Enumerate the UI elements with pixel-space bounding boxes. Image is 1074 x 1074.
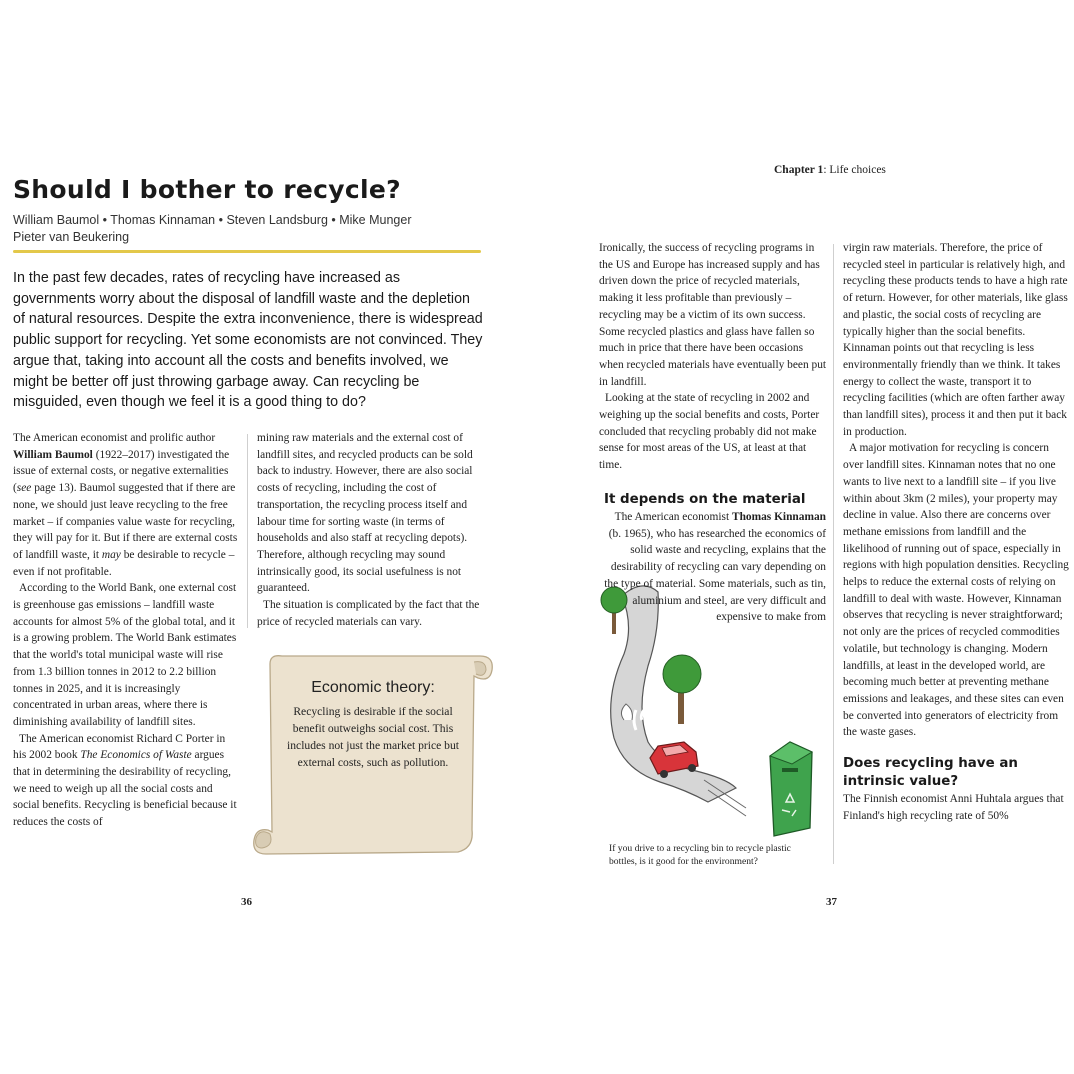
subheading-intrinsic: Does recycling have an intrinsic value? — [843, 756, 1018, 790]
running-head: Chapter 1: Life choices — [774, 164, 886, 176]
authors — [13, 212, 483, 246]
right-col1-para-3: The American economist Thomas Kinnaman (b. 1965), who has researched the economics of solid waste and recycling, explains that the desirability of recycling can vary depending on the type of material. Some materials, such as tin, aluminium and steel, are very difficult and expensive to make from — [604, 511, 826, 624]
page-number-right: 37 — [826, 896, 837, 908]
book-title: The Economics of Waste — [80, 749, 192, 762]
right-col1-para-1: Ironically, the success of recycling programs in the US and Europe has increased supply and has driven down the price of recycled materials, making it less profitable than previously – recycling may be a victim of its own success. Some recycled plastics and glass have fallen so much in price that there have been occasions when recycled materials have eventually been put in landfill. — [599, 242, 827, 388]
subheading-material: It depends on the material — [604, 492, 806, 507]
title-underline — [13, 250, 481, 253]
authors-line-1: William Baumol • Thomas Kinnaman • Steven Landsburg • Mike Munger — [13, 213, 412, 227]
scroll-heading: Economic theory: — [311, 679, 435, 696]
right-column-1 — [599, 240, 827, 474]
left-col1-para-3: The American economist Richard C Porter in his 2002 book The Economics of Waste argues that in determining the desirability of recycling, we need to weigh up all the social costs and social benefits. Recycling is beneficial because it reduces the costs of — [13, 732, 237, 829]
scroll-text — [278, 679, 468, 771]
person-name: William Baumol — [13, 448, 93, 461]
intro-paragraph: In the past few decades, rates of recycling have increased as governments worry about the disposal of landfill waste and the depletion of natural resources. Despite the extra inconvenience, there is widespread public support for recycling. Yet some economists are not convinced. They argue that, taking into account all the costs and benefits involved, we might be better off just throwing garbage away. Can recycling be misguided, even though we feel it is a good thing to do? — [13, 270, 483, 411]
left-column-1 — [13, 430, 238, 831]
authors-line-2: Pieter van Beukering — [13, 230, 130, 244]
left-col1-para-2: According to the World Bank, one external cost is greenhouse gas emissions – landfill waste accounts for almost 5% of the global total, and it is a growing problem. The World Bank estimates that the world's total municipal waste will rise from 1.3 billion tonnes in 2012 to 2.2 billion tonnes in 2025, and it is increasingly concentrated in urban areas, where there is diminishing availability of landfill sites. — [13, 582, 237, 728]
page-title: Should I bother to recycle? — [13, 175, 401, 204]
left-col2-para-1: mining raw materials and the external cost of landfill sites, and recycled products can be sold back to industry. However, there are also social costs of recycling, including the cost of transportation, the recycling process itself and labour time for sorting waste (in terms of households and also staff at recycling depots). Therefore, although recycling may sound intrinsically good, its social usefulness is not guaranteed. — [257, 432, 473, 595]
page-number-left: 36 — [241, 896, 252, 908]
left-column-2 — [257, 430, 485, 630]
right-column-2 — [843, 240, 1071, 825]
right-col2-para-1: virgin raw materials. Therefore, the price of recycled steel in particular is relatively high, and recycling these products tends to have a high rate of return. However, for other materials, like glass and plastic, the social costs of recycling are typically higher than the social benefits. Kinnaman points out that recycling is less environmentally friendly than we think. It takes energy to collect the waste, transport it to recycling facilities (which are often farther away than landfill sites), process it and then put it back in production. — [843, 242, 1068, 438]
person-name: Thomas Kinnaman — [731, 511, 826, 523]
right-col2-para-2: A major motivation for recycling is concern over landfill sites. Kinnaman notes that no one wants to live next to a landfill site – if you live within about 3km (2 miles), your property may decline in value. Also there are concerns over methane emissions from landfill and the likelihood of running out of space, especially in regions with high population densities. Recycling helps to reduce the external costs of relying on landfill to deal with waste. However, Kinnaman observes that recycling is never straightforward; not only are the prices of recycled commodities volatile, but technology is changing. Modern landfills, at least in the developed world, are becoming much better at preventing methane emissions and leakages, and these sites can even be converted into generators of electricity from the waste gases. — [843, 442, 1069, 739]
column-divider — [833, 244, 834, 864]
illustration-caption: If you drive to a recycling bin to recycle plastic bottles, is it good for the environment? — [609, 843, 791, 867]
right-col2-para-3: The Finnish economist Anni Huhtala argues that Finland's high recycling rate of 50% — [843, 793, 1064, 822]
left-col2-para-2: The situation is complicated by the fact that the price of recycled materials can vary. — [257, 599, 480, 628]
left-col1-para-1: The American economist and prolific author William Baumol (1922–2017) investigated the issue of external costs, or negative externalities (see page 13). Baumol suggested that if there are none, we should just leave recycling to the free market – if companies value waste for recycling, they will pay for it. But if there are external costs of landfill waste, it may be desirable to recycle – even if not profitable. — [13, 432, 238, 578]
column-divider — [247, 434, 248, 628]
recycling-bin-icon — [770, 742, 812, 836]
right-col1-para-2: Looking at the state of recycling in 2002 and weighing up the social benefits and costs, Porter concluded that recycling probably did not make sense for most areas of the US, at least at that time. — [599, 392, 820, 472]
tree-icon — [663, 655, 701, 724]
scroll-body: Recycling is desirable if the social benefit outweighs social cost. This includes not just the market price but external costs, such as pollution. — [287, 705, 459, 769]
